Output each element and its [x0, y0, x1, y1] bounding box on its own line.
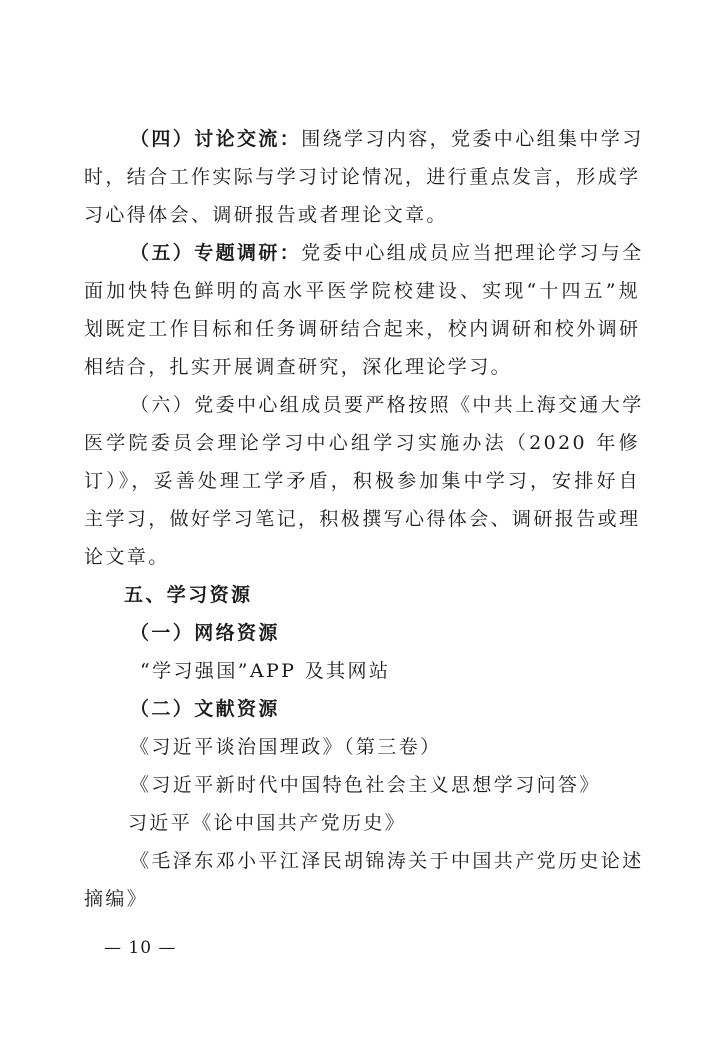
book-item: 习近平《论中国共产党历史》: [128, 812, 407, 834]
section-5-title: 五、学习资源: [124, 584, 253, 606]
paragraph-5-line-2: 面加快特色鲜明的高水平医学院校建设、实现“十四五”规: [84, 280, 640, 302]
paragraph-5-label: （五）专题调研：: [130, 242, 302, 264]
paragraph-4-line-3: 习心得体会、调研报告或者理论文章。: [84, 204, 448, 226]
paragraph-4-line-1: [130, 120, 644, 158]
book-item: 《习近平谈治国理政》（第三卷）: [130, 736, 442, 758]
paragraph-6-line-5: 论文章。: [84, 546, 170, 568]
book-item-4-line-1: 《毛泽东邓小平江泽民胡锦涛关于中国共产党历史论述: [130, 850, 644, 872]
paragraph-5-text-1: 党委中心组成员应当把理论学习与全: [301, 242, 644, 264]
paragraph-4-text-1: 围绕学习内容，党委中心组集中学习: [301, 128, 644, 150]
paragraph-4-line-2: 时，结合工作实际与学习讨论情况，进行重点发言，形成学: [84, 166, 641, 188]
paragraph-6-line-4: 主学习，做好学习笔记，积极撰写心得体会、调研报告或理: [84, 508, 641, 530]
page-number: — 10 —: [104, 938, 177, 958]
subsection-network-title: （一）网络资源: [130, 622, 280, 644]
paragraph-5-line-3: 划既定工作目标和任务调研结合起来，校内调研和校外调研: [84, 318, 641, 340]
subsection-network-item: “学习强国”APP 及其网站: [140, 660, 391, 682]
book-item: 《习近平新时代中国特色社会主义思想学习问答》: [130, 774, 601, 796]
paragraph-6-line-1: （六）党委中心组成员要严格按照《中共上海交通大学: [130, 394, 644, 416]
subsection-literature-title: （二）文献资源: [130, 698, 280, 720]
book-item-4-line-2: 摘编》: [84, 888, 149, 910]
paragraph-5-line-4: 相结合，扎实开展调查研究，深化理论学习。: [84, 356, 513, 378]
paragraph-5-line-1: [130, 234, 644, 272]
paragraph-6-line-2: 医学院委员会理论学习中心组学习实施办法（2020 年修: [84, 432, 640, 454]
paragraph-6-line-3: 订）》，妥善处理工学矛盾，积极参加集中学习，安排好自: [84, 470, 640, 492]
paragraph-4-label: （四）讨论交流：: [130, 128, 302, 150]
